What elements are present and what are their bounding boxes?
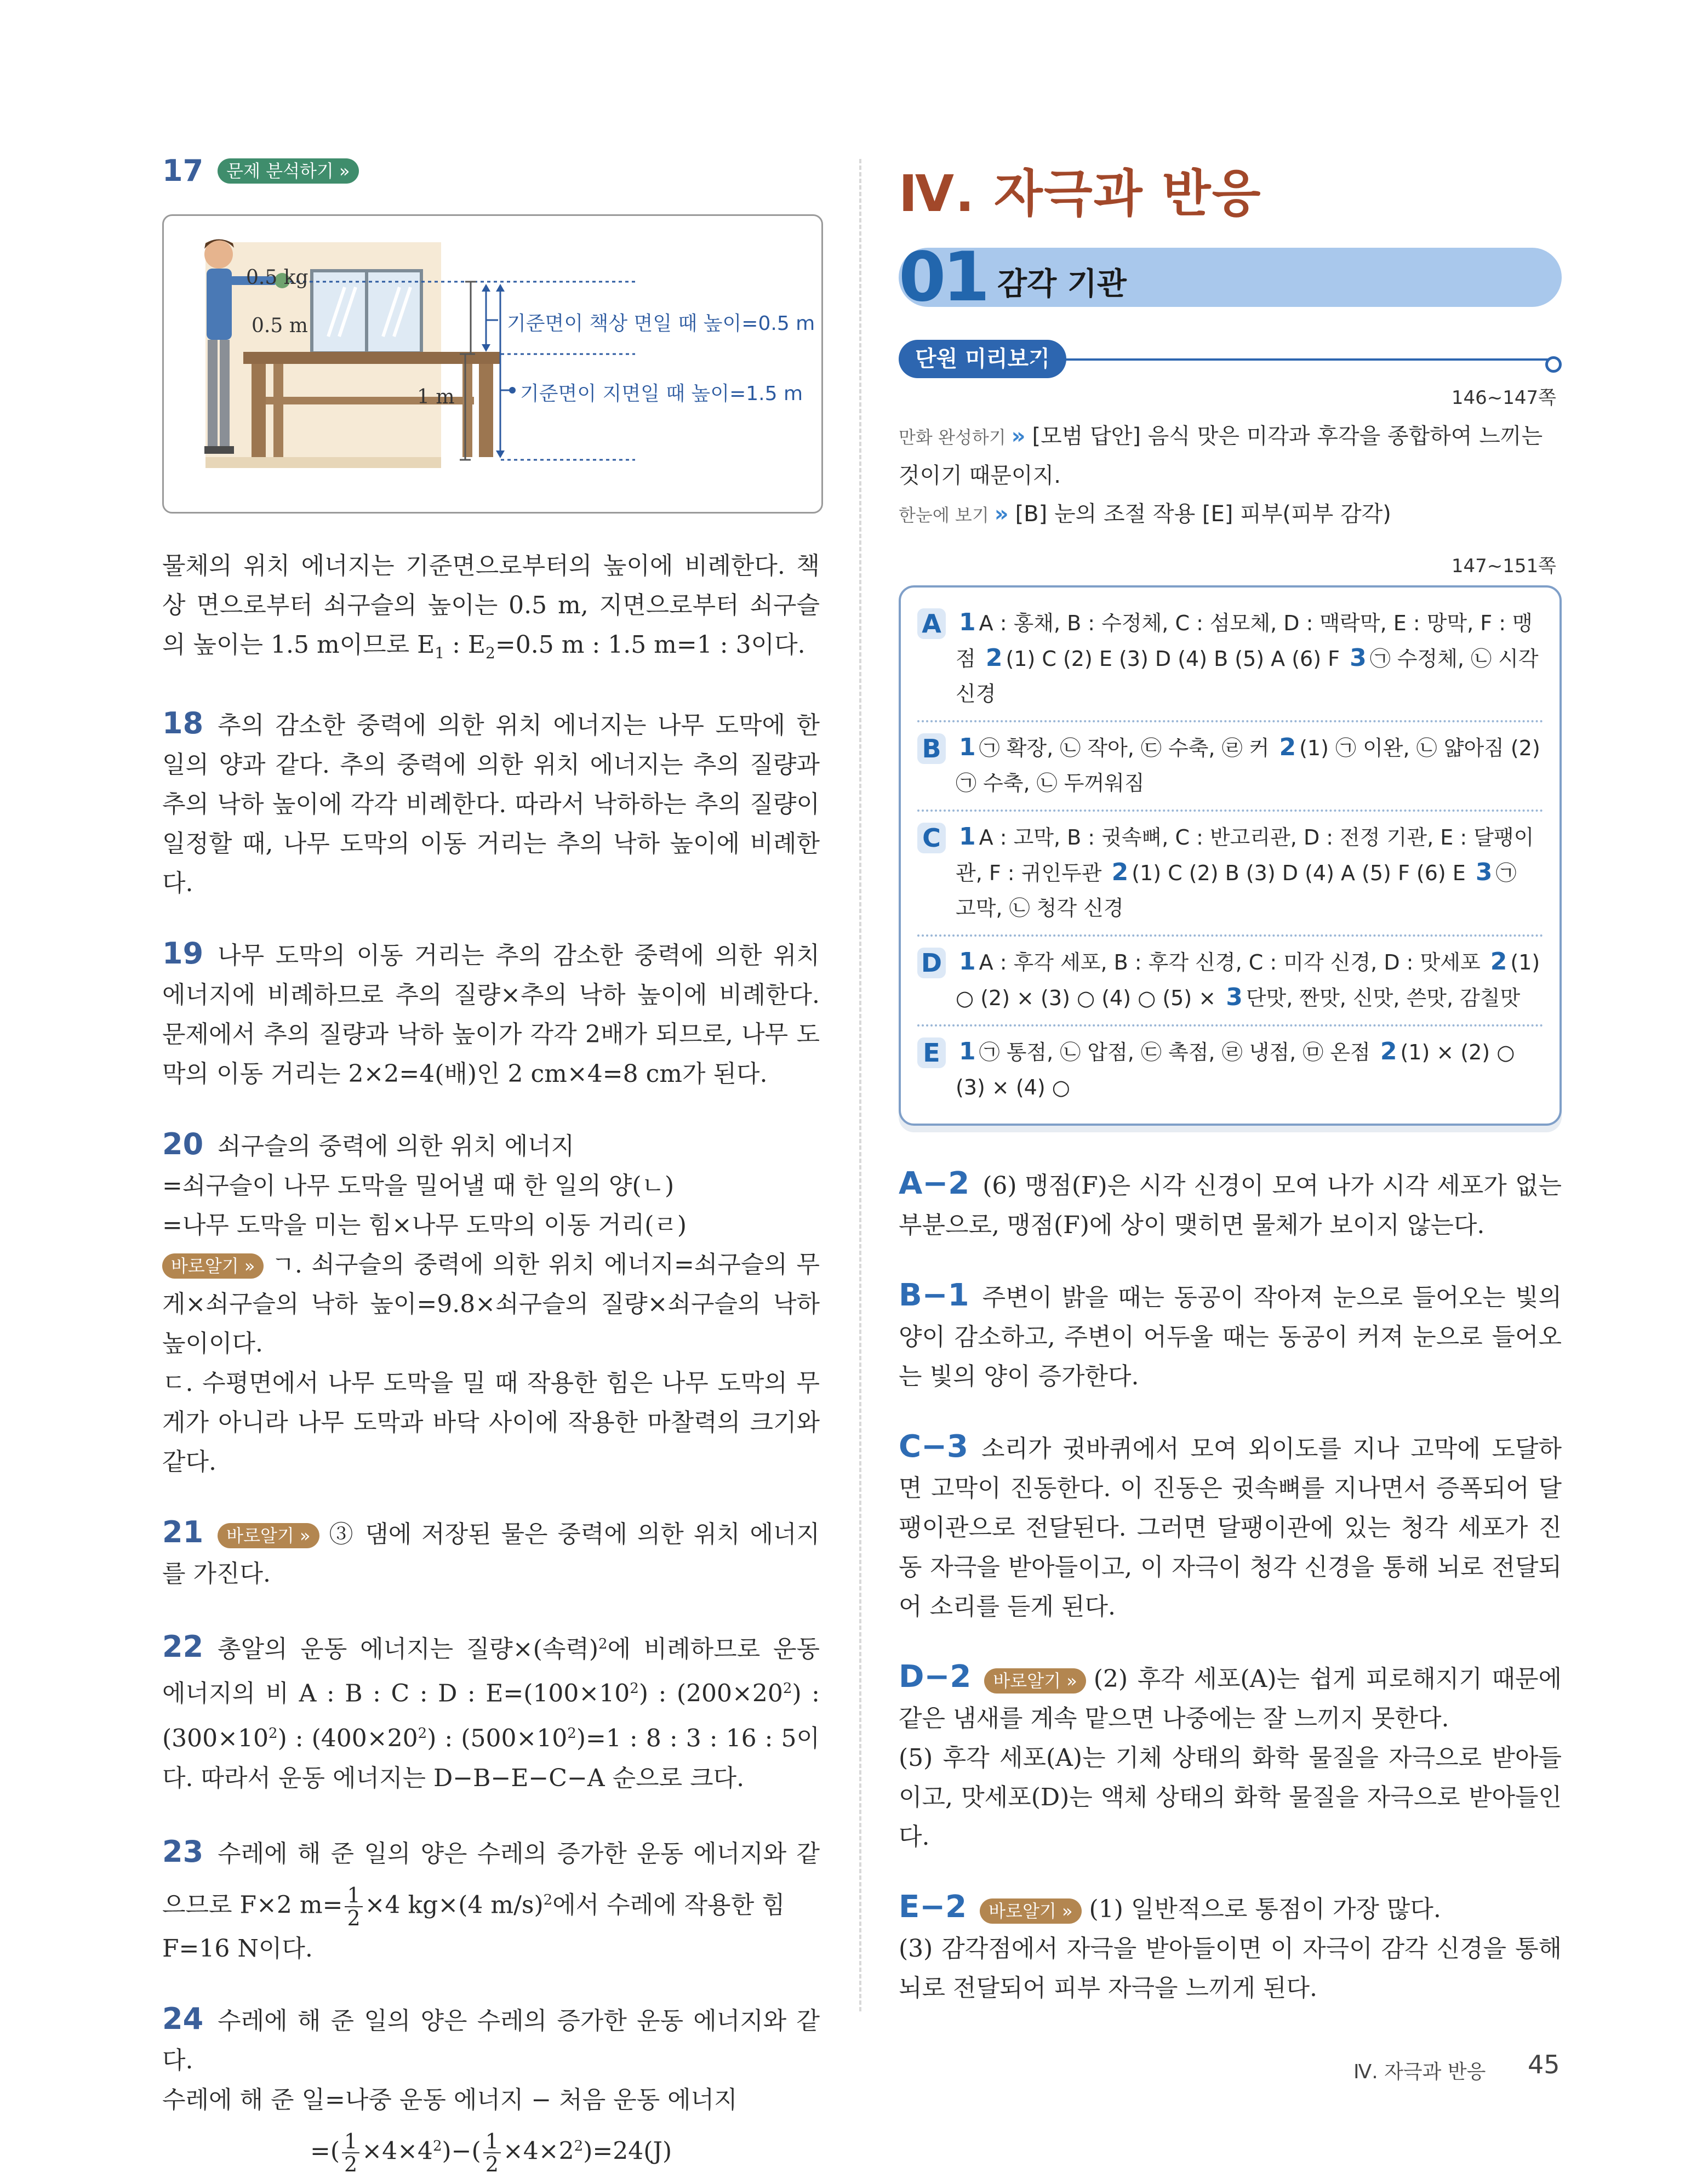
correct-understanding-tag: 바로알기 » <box>162 1253 264 1279</box>
page-range-1: 146~147쪽 <box>1451 387 1556 409</box>
preview-rule <box>1030 358 1551 361</box>
question-number: 23 <box>162 1834 204 1869</box>
answer-row-c: C 1 A : 고막, B : 귓속뼈, C : 반고리관, D : 전정 기관, E : 달팽이관, F : 귀인두관 2 (1) C (2) B (3) D (4) A (5) F (6) E 3 ㉠ 고막, ㉡ 청각 신경 <box>917 812 1543 937</box>
answer-summary-box <box>899 585 1562 1126</box>
section-header <box>899 238 1562 317</box>
question-19 <box>162 934 820 1094</box>
correct-understanding-tag: 바로알기 » <box>984 1668 1086 1694</box>
q20-line4: ㄱ. 쇠구슬의 중력에 의한 위치 에너지=쇠구슬의 무게×쇠구슬의 낙하 높이=9.8×쇠구슬의 질량×쇠구슬의 낙하 높이이다. <box>162 1250 820 1358</box>
correct-understanding-tag: 바로알기 » <box>980 1898 1081 1924</box>
question-21 <box>162 1513 820 1594</box>
floor-reference-label: 기준면이 지면일 때 높이=1.5 m <box>520 383 803 405</box>
chapter-title: Ⅳ. 자극과 반응 <box>899 164 1262 223</box>
height-table-label: 0.5 m <box>252 315 308 337</box>
q24-line2: 수레에 해 준 일=나중 운동 에너지 − 처음 운동 에너지 <box>162 2085 738 2114</box>
correct-understanding-tag: 바로알기 » <box>218 1523 319 1548</box>
question-number: 22 <box>162 1629 204 1664</box>
question-number: 20 <box>162 1126 204 1161</box>
question-20 <box>162 1125 820 1482</box>
explanation-a2: A−2 (6) 맹점(F)은 시각 신경이 모여 나가 시각 세포가 없는 부분으로, 맹점(F)에 상이 맺히면 물체가 보이지 않는다. <box>899 1166 1562 1239</box>
fraction-half: $\frac{1}{2}$ <box>345 1884 362 1929</box>
q20-line1: 쇠구슬의 중력에 의한 위치 에너지 <box>218 1132 575 1160</box>
unit-preview-label: 단원 미리보기 <box>899 340 1066 378</box>
question-number: 18 <box>162 705 204 740</box>
q18-text: 추의 감소한 중력에 의한 위치 에너지는 나무 도막에 한 일의 양과 같다. 추의 중력에 의한 위치 에너지는 추의 질량과 추의 낙하 높이에 각각 비례한다. 따라서 낙하하는 추의 질량이 일정할 때, 나무 도막의 이동 거리는 추의 낙하 높이에 비례한다. <box>162 711 820 897</box>
preview-dot-icon <box>1545 356 1562 373</box>
question-18 <box>162 704 820 903</box>
question-number: 17 <box>162 153 204 188</box>
figure-illustration <box>164 216 821 512</box>
mass-label: 0.5 kg <box>246 266 309 289</box>
q20-line2: =쇠구슬이 나무 도막을 밀어낼 때 한 일의 양(ㄴ) <box>162 1171 675 1200</box>
q20-line5: ㄷ. 수평면에서 나무 도막을 밀 때 작용한 힘은 나무 도막의 무게가 아니라 나무 도막과 바닥 사이에 작용한 마찰력의 크기와 같다. <box>162 1369 820 1476</box>
question-23: 23 수레에 해 준 일의 양은 수레의 증가한 운동 에너지와 같으므로 F×2 m= $\frac{1}{2}$ ×4 kg×(4 m/s)$^2$에서 수레에 작용한 힘 F=16 N이다. <box>162 1829 820 1969</box>
explanation-b1: B−1 주변이 밝을 때는 동공이 작아져 눈으로 들어오는 빛의 양이 감소하고, 주변이 어두울 때는 동공이 커져 눈으로 들어오는 빛의 양이 증가한다. <box>899 1278 1562 1390</box>
question-22: 22 총알의 운동 에너지는 질량×(속력)$^2$에 비례하므로 운동 에너지의 비 A : B : C : D : $E=(100\times 10^2)$ : $(200\times 20^2)$ : $(300\times 10^2)$ : $(400\times 20^2)$ : $(500\times 10^2)=1$ : 8 : 3 : 16 : 5이다. 따라서 운동 에너지는 D−B−E−C−A 순으로 크다. <box>162 1629 820 1792</box>
page-number: 45 <box>1528 2050 1560 2079</box>
analysis-tag: 문제 분석하기 » <box>218 158 358 184</box>
explanation-d2: D−2 바로알기 » (2) 후각 세포(A)는 쉽게 피로해지기 때문에 같은 냄새를 계속 맡으면 나중에는 잘 느끼지 못한다. (5) 후각 세포(A)는 기체 상태의 화학 물질을 자극으로 받아들이고, 맛세포(D)는 액체 상태의 화학 물질을 자극으로 받아들인다. <box>899 1659 1562 1851</box>
q17-explanation: 물체의 위치 에너지는 기준면으로부터의 높이에 비례한다. 책상 면으로부터 쇠구슬의 높이는 0.5 m, 지면으로부터 쇠구슬의 높이는 1.5 m이므로 $E_1$ : $E_2=0.5$ m : 1.5 m=1 : 3이다. <box>162 552 820 662</box>
question-number: 19 <box>162 936 204 971</box>
question-number: 21 <box>162 1514 204 1549</box>
q21-text: ③ 댐에 저장된 물은 중력에 의한 위치 에너지를 가진다. <box>162 1520 820 1588</box>
section-title: 감각 기관 <box>997 266 1127 302</box>
q24-equation: =( $\frac{1}{2}$ $\times 4\times 4^2)-$( $\frac{1}{2}$ $\times 4\times 2^2)=24(J)$ <box>310 2129 672 2177</box>
footer-chapter-title: Ⅳ. 자극과 반응 <box>1353 2061 1486 2083</box>
answer-row-d: D 1 A : 후각 세포, B : 후각 신경, C : 미각 신경, D : 맛세포 2 (1) ○ (2) × (3) ○ (4) ○ (5) × 3 단맛, 짠맛, 신맛, 쓴맛, 감칠맛 <box>917 937 1543 1027</box>
chevron-right-icon: » <box>994 501 1009 527</box>
answer-row-e: E 1 ㉠ 통점, ㉡ 압점, ㉢ 촉점, ㉣ 냉점, ㉤ 온점 2 (1) × (2) ○ (3) × (4) ○ <box>917 1027 1543 1114</box>
right-column <box>899 153 1562 2008</box>
q20-line3: =나무 도막을 미는 힘×나무 도막의 이동 거리(ㄹ) <box>162 1211 687 1239</box>
explanation-e2: E−2 바로알기 » (1) 일반적으로 통점이 가장 많다. (3) 감각점에서 자극을 받아들이면 이 자극이 감각 신경을 통해 뇌로 전달되어 피부 자극을 느끼게 된다. <box>899 1889 1562 2002</box>
question-24 <box>162 1999 820 2178</box>
desk-reference-label: 기준면이 책상 면일 때 높이=0.5 m <box>507 312 815 335</box>
answer-row-a: A 1 A : 홍채, B : 수정체, C : 섬모체, D : 맥락막, E : 망막, F : 맹점 2 (1) C (2) E (3) D (4) B (5) A (6) F 3 ㉠ 수정체, ㉡ 시각 신경 <box>917 597 1543 722</box>
unit-preview-header <box>899 340 1562 378</box>
explanation-c3: C−3 소리가 귓바퀴에서 모여 외이도를 지나 고막에 도달하면 고막이 진동한다. 이 진동은 귓속뼈를 지나면서 증폭되어 달팽이관으로 전달된다. 그러면 달팽이관에 있는 청각 세포가 진동 자극을 받아들이고, 이 자극이 청각 신경을 통해 뇌로 전달되어 소리를 듣게 된다. <box>899 1429 1562 1621</box>
q24-line1: 수레에 해 준 일의 양은 수레의 증가한 운동 에너지와 같다. <box>162 2006 820 2074</box>
column-divider <box>859 159 861 2011</box>
answer-row-b: B 1 ㉠ 확장, ㉡ 작아, ㉢ 수축, ㉣ 커 2 (1) ㉠ 이완, ㉡ 얇아짐 (2) ㉠ 수축, ㉡ 두꺼워짐 <box>917 722 1543 812</box>
height-figure <box>162 214 823 514</box>
comic-completion: 만화 완성하기 » [모범 답안] 음식 맛은 미각과 후각을 종합하여 느끼는 것이기 때문이지. <box>899 424 1543 488</box>
left-column <box>162 153 820 2178</box>
q19-text: 나무 도막의 이동 거리는 추의 감소한 중력에 의한 위치 에너지에 비례하므로 추의 질량×추의 낙하 높이에 비례한다. 문제에서 추의 질량과 낙하 높이가 각각 2배가 되므로, 나무 도막의 이동 거리는 2×2=4(배)인 2 cm×4=8 cm가 된다. <box>162 941 820 1088</box>
page-range-2: 147~151쪽 <box>1451 555 1556 577</box>
at-a-glance: 한눈에 보기 » [B] 눈의 조절 작용 [E] 피부(피부 감각) <box>899 501 1391 527</box>
chevron-right-icon: » <box>1011 424 1026 449</box>
question-17 <box>162 153 820 673</box>
q23-result: F=16 N이다. <box>162 1934 313 1963</box>
section-number: 01 <box>899 238 987 317</box>
height-floor-label: 1 m <box>417 386 455 408</box>
question-number: 24 <box>162 2001 204 2036</box>
